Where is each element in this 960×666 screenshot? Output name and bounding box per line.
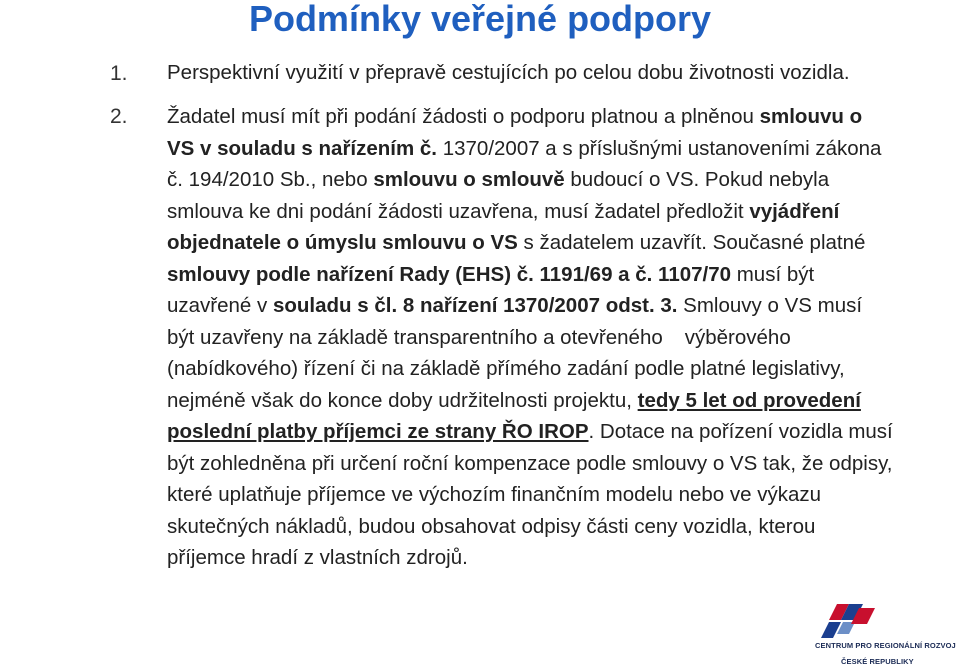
text-run: Žadatel musí mít při podání žádosti o podporu platnou a plněnou	[167, 105, 760, 128]
text-run: budoucí o VS. Pokud nebyla smlouva ke dni podání žádosti uzavřena, musí žadatel předložit	[167, 168, 830, 223]
crr-logo	[805, 600, 956, 666]
list-item-1	[0, 58, 960, 88]
text-run: Smlouvy o VS musí být uzavřeny na základě transparentního a otevřeného	[167, 294, 863, 349]
bold-run: smlouvu o VS v souladu s nařízením č.	[167, 105, 863, 160]
logo-text-line2: ČESKÉ REPUBLIKY	[841, 657, 914, 666]
crr-logo-icon	[819, 602, 889, 640]
slide-title: Podmínky veřejné podpory	[248, 0, 712, 39]
bold-run: smlouvu o smlouvě	[373, 168, 565, 191]
bold-run: smlouvy podle nařízení Rady (EHS) č. 1191/69 a č. 1107/70	[167, 262, 732, 286]
text-run: výběrového (nabídkového) řízení či na základě přímého zadání podle platné legislativy, nejméně však do konce doby udržitelnosti projektu,	[167, 325, 845, 412]
list-number: 1.	[110, 62, 128, 85]
list-number: 2.	[110, 105, 128, 128]
text-run: . Dotace na pořízení vozidla musí být zohledněna při určení roční kompenzace podle smlouvy o VS tak, že odpisy, které uplatňuje příjemce ve výchozím finančním modelu nebo ve výkazu skutečných nákladů, budou obsahovat odpisy části ceny vozidla, kterou příjemce hradí z vlastních zdrojů.	[167, 420, 893, 569]
text-run: 1370/2007 a s příslušnými ustanoveními zákona č. 194/2010 Sb., nebo	[167, 136, 882, 191]
logo-text-line1: CENTRUM PRO REGIONÁLNÍ ROZVOJ	[815, 641, 956, 650]
list-item-text	[167, 101, 895, 574]
text-run: s žadatelem uzavřít. Současné platné	[517, 231, 866, 254]
conditions-list	[0, 58, 960, 574]
bold-run: vyjádření objednatele o úmyslu smlouvu o VS	[167, 199, 840, 254]
bold-run: souladu s čl. 8 nařízení 1370/2007 odst. 3.	[272, 294, 678, 317]
list-item-text: Perspektivní využití v přepravě cestujících po celou dobu životnosti vozidla.	[167, 61, 850, 84]
text-run: musí být uzavřené v	[167, 262, 815, 317]
underlined-bold-run: tedy 5 let od provedení poslední platby příjemci ze strany ŘO IROP	[167, 388, 861, 443]
list-item-2	[0, 101, 960, 574]
